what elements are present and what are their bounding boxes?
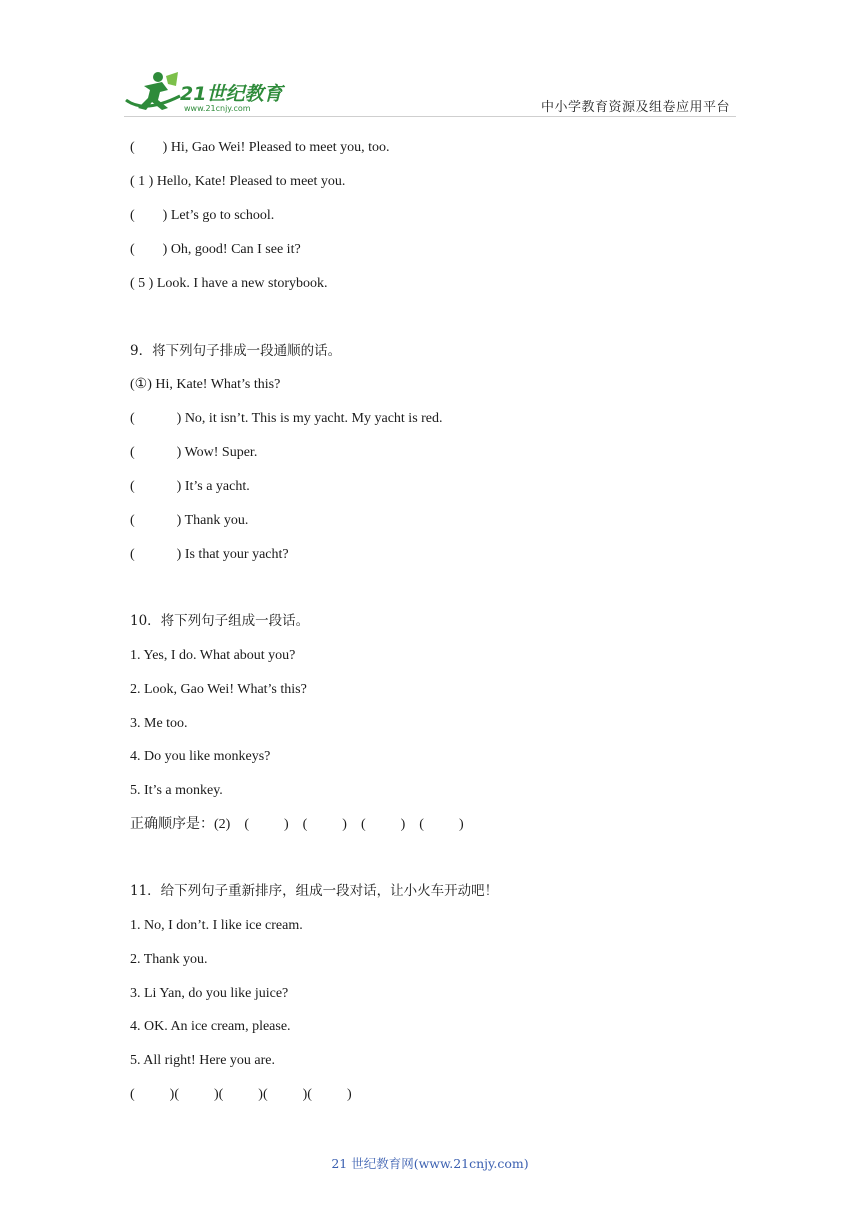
q10-title: 10．将下列句子组成一段话。 (130, 613, 310, 629)
q11-line-1: 1. No, I don’t. I like ice cream. (130, 918, 303, 933)
q11-answer: ( )( )( )( )( ) (130, 1087, 352, 1102)
q11-line-2: 2. Thank you. (130, 952, 208, 967)
q10-line-1: 1. Yes, I do. What about you? (130, 648, 296, 663)
q9-line-4: ( ) It’s a yacht. (130, 479, 250, 494)
q9-line-3: ( ) Wow! Super. (130, 445, 258, 460)
q8-line-1: ( ) Hi, Gao Wei! Pleased to meet you, too. (130, 140, 390, 155)
q11-line-5: 5. All right! Here you are. (130, 1053, 276, 1068)
q11-line-4: 4. OK. An ice cream, please. (130, 1019, 291, 1034)
logo-url: www.21cnjy.com (184, 104, 251, 113)
q10-line-2: 2. Look, Gao Wei! What’s this? (130, 682, 307, 697)
q11-title: 11．给下列句子重新排序，组成一段对话，让小火车开动吧！ (130, 883, 499, 899)
header-divider (124, 116, 736, 117)
q9-line-6: ( ) Is that your yacht? (130, 547, 289, 562)
q9-line-2: ( ) No, it isn’t. This is my yacht. My yacht is red. (130, 411, 443, 426)
logo-text: 21世纪教育 (180, 83, 283, 105)
q9-line-1: (①) Hi, Kate! What’s this? (130, 377, 281, 392)
q11-line-3: 3. Li Yan, do you like juice? (130, 986, 289, 1001)
brand-logo (124, 70, 294, 114)
q8-line-2: ( 1 ) Hello, Kate! Pleased to meet you. (130, 174, 346, 189)
q9-title: 9．将下列句子排成一段通顺的话。 (130, 343, 342, 359)
q10-answer: 正确顺序是：(2) ( ) ( ) ( ) ( ) (130, 817, 464, 832)
q10-line-5: 5. It’s a monkey. (130, 783, 223, 798)
footer-link[interactable]: 21 世纪教育网(www.21cnjy.com) (331, 1156, 529, 1171)
q8-line-3: ( ) Let’s go to school. (130, 208, 275, 223)
q10-line-3: 3. Me too. (130, 716, 188, 731)
header-slogan: 中小学教育资源及组卷应用平台 (540, 100, 730, 115)
q8-line-5: ( 5 ) Look. I have a new storybook. (130, 276, 328, 291)
logo-graphic (124, 70, 294, 114)
q10-line-4: 4. Do you like monkeys? (130, 749, 271, 764)
q9-line-5: ( ) Thank you. (130, 513, 249, 528)
q8-line-4: ( ) Oh, good! Can I see it? (130, 242, 301, 257)
